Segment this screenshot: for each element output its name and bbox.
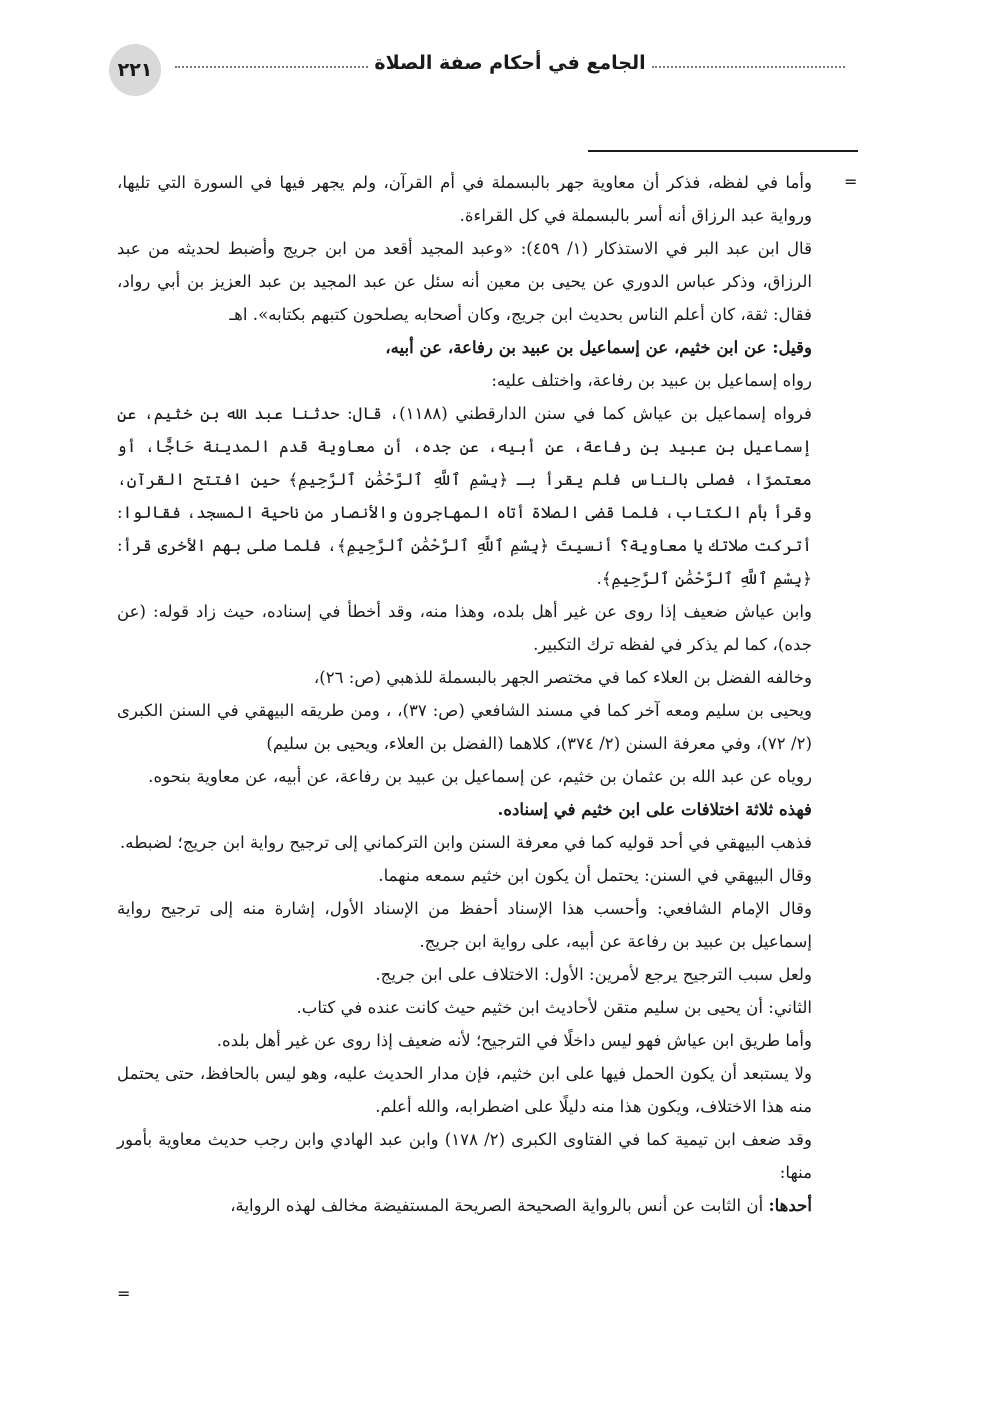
continuation-marker-top: = xyxy=(844,172,858,191)
footnote-separator xyxy=(588,150,858,152)
continuation-marker-bottom: = xyxy=(117,1284,131,1303)
paragraph: قال ابن عبد البر في الاستذكار (١/ ٤٥٩): «وعبد المجيد أقعد من ابن جريج وأضبط لحديثه من عبد الرزاق، وذكر عباس الدوري عن يحيى بن معين أنه سئل عن عبد المجيد بن عبد العزيز بن أبي رواد، فقال: ثقة، كان أعلم الناس بحديث ابن جريج، وكان أصحابه يصلحون كتبهم بكتابه». اهـ xyxy=(117,239,813,324)
page-number: ٢٢١ xyxy=(109,44,161,96)
paragraph: الثاني: أن يحيى بن سليم متقن لأحاديث ابن خثيم حيث كانت عنده في كتاب. xyxy=(296,998,812,1017)
paragraph-last xyxy=(117,1189,812,1222)
paragraph-rest: أن الثابت عن أنس بالرواية الصحيحة الصريحة المستفيضة مخالف لهذه الرواية، xyxy=(230,1196,769,1215)
paragraph-heading: وقيل: عن ابن خثيم، عن إسماعيل بن عبيد بن رفاعة، عن أبيه، xyxy=(385,337,812,357)
paragraph: ولعل سبب الترجيح يرجع لأمرين: الأول: الاختلاف على ابن جريج. xyxy=(375,965,812,984)
paragraph: فرواه إسماعيل بن عياش كما في سنن الدارقطني (١١٨٨)، قال: حدثنا عبد الله بن خثيم، عن إسماعيل بن عبيد بن رفاعة، عن أبيه، عن جده، أن معاوية قدم المدينة حَاجًّا، أو معتمرًا، فصلى بالناس فلم يقرأ بـ ﴿بِسْمِ ٱللَّهِ ٱلرَّحْمَٰنِ ٱلرَّحِيمِ﴾ حين افتتح القرآن، وقرأ بأم الكتاب، فلما قضى الصلاة أتاه المهاجرون والأنصار من ناحية المسجد، فقالوا: أتركت صلاتك يا معاوية؟ أنسيتَ ﴿بِسْمِ ٱللَّهِ ٱلرَّحْمَٰنِ ٱلرَّحِيمِ﴾، فلما صلى بهم الأخرى قرأ: ﴿بِسْمِ ٱللَّهِ ٱلرَّحْمَٰنِ ٱلرَّحِيمِ﴾. xyxy=(117,404,812,588)
paragraph: فذهب البيهقي في أحد قوليه كما في معرفة السنن وابن التركماني إلى ترجيح رواية ابن جريج؛ لضبطه. xyxy=(120,833,812,852)
paragraph: وقد ضعف ابن تيمية كما في الفتاوى الكبرى (٢/ ١٧٨) وابن عبد الهادي وابن رجب حديث معاوية بأمور منها: xyxy=(117,1130,812,1182)
paragraph: وابن عياش ضعيف إذا روى عن غير أهل بلده، وهذا منه، وقد أخطأ في إسناده، حيث زاد قوله: (عن جده)، كما لم يذكر في لفظه ترك التكبير. xyxy=(117,602,812,654)
paragraph: روياه عن عبد الله بن عثمان بن خثيم، عن إسماعيل بن عبيد بن رفاعة، عن أبيه، عن معاوية بنحوه. xyxy=(148,767,812,786)
paragraph: رواه إسماعيل بن عبيد بن رفاعة، واختلف عليه: xyxy=(491,371,812,390)
paragraph: وخالفه الفضل بن العلاء كما في مختصر الجهر بالبسملة للذهبي (ص: ٢٦)، xyxy=(313,668,812,687)
header-leader-right xyxy=(652,66,845,68)
footnote-body xyxy=(117,166,812,1222)
paragraph: ويحيى بن سليم ومعه آخر كما في مسند الشافعي (ص: ٣٧)، ، ومن طريقه البيهقي في السنن الكبرى (٢/ ٧٢)، وفي معرفة السنن (٢/ ٣٧٤)، كلاهما (الفضل بن العلاء، ويحيى بن سليم) xyxy=(117,701,812,753)
paragraph: وقال الإمام الشافعي: وأحسب هذا الإسناد أحفظ من الإسناد الأول، إشارة منه إلى ترجيح رواية إسماعيل بن عبيد بن رفاعة عن أبيه، على رواية ابن جريج. xyxy=(117,899,812,951)
paragraph: وأما في لفظه، فذكر أن معاوية جهر بالبسملة في أم القرآن، ولم يجهر فيها في السورة التي تليها، ورواية عبد الرزاق أنه أسر بالبسملة في كل القراءة. xyxy=(117,173,812,225)
paragraph-lead: أحدها: xyxy=(768,1195,812,1215)
paragraph: وأما طريق ابن عياش فهو ليس داخلًا في الترجيح؛ لأنه ضعيف إذا روى عن غير أهل بلده. xyxy=(216,1031,812,1050)
running-head xyxy=(175,52,845,74)
book-title: الجامع في أحكام صفة الصلاة xyxy=(374,52,646,74)
paragraph: وقال البيهقي في السنن: يحتمل أن يكون ابن خثيم سمعه منهما. xyxy=(378,866,812,885)
paragraph-heading: فهذه ثلاثة اختلافات على ابن خثيم في إسناده. xyxy=(497,799,812,819)
paragraph: ولا يستبعد أن يكون الحمل فيها على ابن خثيم، فإن مدار الحديث عليه، وهو ليس بالحافظ، حتى يحتمل منه هذا الاختلاف، ويكون هذا منه دليلًا على اضطرابه، والله أعلم. xyxy=(117,1064,812,1116)
header-leader-dots xyxy=(175,66,368,68)
